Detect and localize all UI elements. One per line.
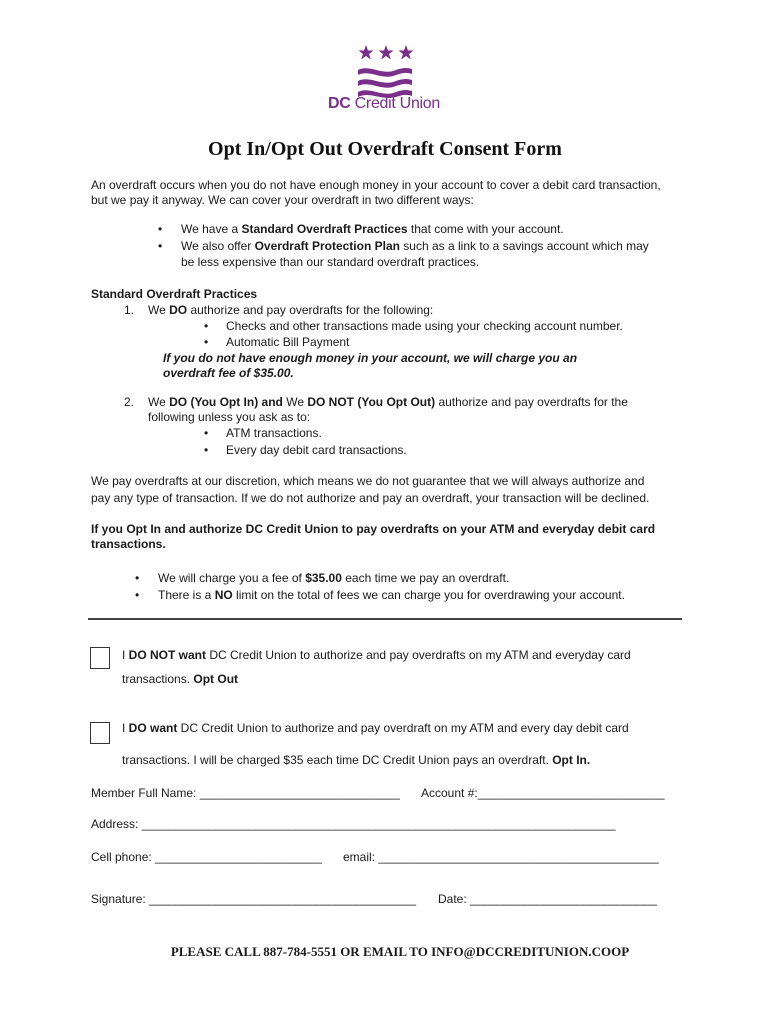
opt-out-bold: DO NOT want [128,648,207,662]
item-1-text [148,303,433,317]
discretion-line-1: We pay overdrafts at our discretion, which means we do not guarantee that we will always authorize and [91,474,645,488]
item-1-post: authorize and pay overdrafts for the following: [187,303,434,317]
item-1-number: 1. [124,303,135,317]
item-1-note-line-1: If you do not have enough money in your account, we will charge you an [163,351,578,365]
bullet-icon: • [204,443,209,457]
way-2-bold: Overdraft Protection Plan [254,239,400,253]
way-1-pre: We have a [181,222,242,236]
date-field[interactable]: Date: ____________________________ [438,892,657,906]
item-2-number: 2. [124,395,135,409]
logo-waves-icon [356,64,414,98]
way-1-bold: Standard Overdraft Practices [241,222,408,236]
item-1-note-line-2: overdraft fee of $35.00. [163,366,294,380]
item-1-bold: DO [169,303,188,317]
discretion-line-2: pay any type of transaction. If we do not authorize and pay an overdraft, your transaction will be declined. [91,491,650,505]
optin-bullet-2 [158,588,625,602]
signature-field[interactable]: Signature: ________________________________________ [91,892,416,906]
way-item-2 [181,239,649,253]
opt-out-post: DC Credit Union to authorize and pay overdrafts on my ATM and everyday card [206,648,631,662]
optin-bullet-1-pre: We will charge you a fee of [158,571,306,585]
bullet-icon: • [135,588,140,602]
optin-heading-line-2: transactions. [91,537,166,551]
item-2-bullet-2: Every day debit card transactions. [226,443,407,457]
opt-in-bold: DO want [128,721,178,735]
opt-out-checkbox[interactable] [90,647,110,669]
item-2-text [148,395,628,409]
page-title: Opt In/Opt Out Overdraft Consent Form [208,138,562,160]
item-2-bullet-1: ATM transactions. [226,426,322,440]
opt-out-line2-pre: transactions. [122,672,194,686]
item-2-mid: We [282,395,308,409]
way-2-pre: We also offer [181,239,255,253]
standard-heading: Standard Overdraft Practices [91,287,258,301]
item-1-bullet-2: Automatic Bill Payment [226,335,350,349]
member-name-field[interactable]: Member Full Name: ______________________________ [91,786,400,800]
logo-text-rest: Credit Union [350,95,440,112]
item-2-post: authorize and pay overdrafts for the [435,395,628,409]
optin-bullet-1-post: each time we pay an overdraft. [341,571,510,585]
optin-bullet-2-pre: There is a [158,588,215,602]
opt-out-pre: I [122,648,129,662]
logo-text [328,95,448,113]
bullet-icon: • [204,426,209,440]
way-item-1 [181,222,564,236]
opt-in-label: Opt In. [552,753,591,767]
opt-in-text [122,721,629,735]
opt-in-pre: I [122,721,129,735]
item-2-cont: following unless you ask as to: [148,410,311,424]
contact-footer: PLEASE CALL 887-784-5551 OR EMAIL TO INFO@DCCREDITUNION.COOP [170,944,630,959]
divider [88,618,682,620]
email-field[interactable]: email: __________________________________________ [343,850,659,864]
intro-line-1: An overdraft occurs when you do not have enough money in your account to cover a debit card transaction, [91,178,661,192]
optin-heading-line-1: If you Opt In and authorize DC Credit Union to pay overdrafts on your ATM and everyday debit card [91,522,656,536]
logo-text-bold: DC [328,95,351,112]
optin-bullet-2-bold: NO [214,588,233,602]
item-1-bullet-1: Checks and other transactions made using your checking account number. [226,319,623,333]
opt-out-label: Opt Out [193,672,239,686]
way-1-post: that come with your account. [407,222,564,236]
optin-bullet-2-post: limit on the total of fees we can charge you for overdrawing your account. [232,588,625,602]
bullet-icon: • [135,571,140,585]
opt-in-checkbox[interactable] [90,722,110,744]
intro-line-2: but we pay it anyway. We can cover your overdraft in two different ways: [91,193,474,207]
item-1-pre: We [148,303,170,317]
bullet-icon: • [204,335,209,349]
bullet-icon: • [158,239,163,253]
item-2-bold-2: DO NOT (You Opt Out) [307,395,436,409]
address-field[interactable]: Address: _______________________________________________________________________ [91,817,616,831]
item-2-bold-1: DO (You Opt In) and [169,395,283,409]
opt-in-text-line-2 [122,753,590,767]
way-item-2-cont: be less expensive than our standard overdraft practices. [181,255,480,269]
bullet-icon: • [158,222,163,236]
optin-bullet-1 [158,571,509,585]
opt-out-text [122,648,631,662]
bullet-icon: • [204,319,209,333]
cell-phone-field[interactable]: Cell phone: _________________________ [91,850,322,864]
opt-in-post: DC Credit Union to authorize and pay overdraft on my ATM and every day debit card [177,721,629,735]
item-2-pre: We [148,395,170,409]
opt-out-text-line-2 [122,672,238,686]
account-number-field[interactable]: Account #:____________________________ [421,786,665,800]
optin-bullet-1-bold: $35.00 [305,571,342,585]
logo-stars [358,44,414,60]
way-2-post: such as a link to a savings account which may [399,239,649,253]
opt-in-line2-pre: transactions. I will be charged $35 each time DC Credit Union pays an overdraft. [122,753,553,767]
